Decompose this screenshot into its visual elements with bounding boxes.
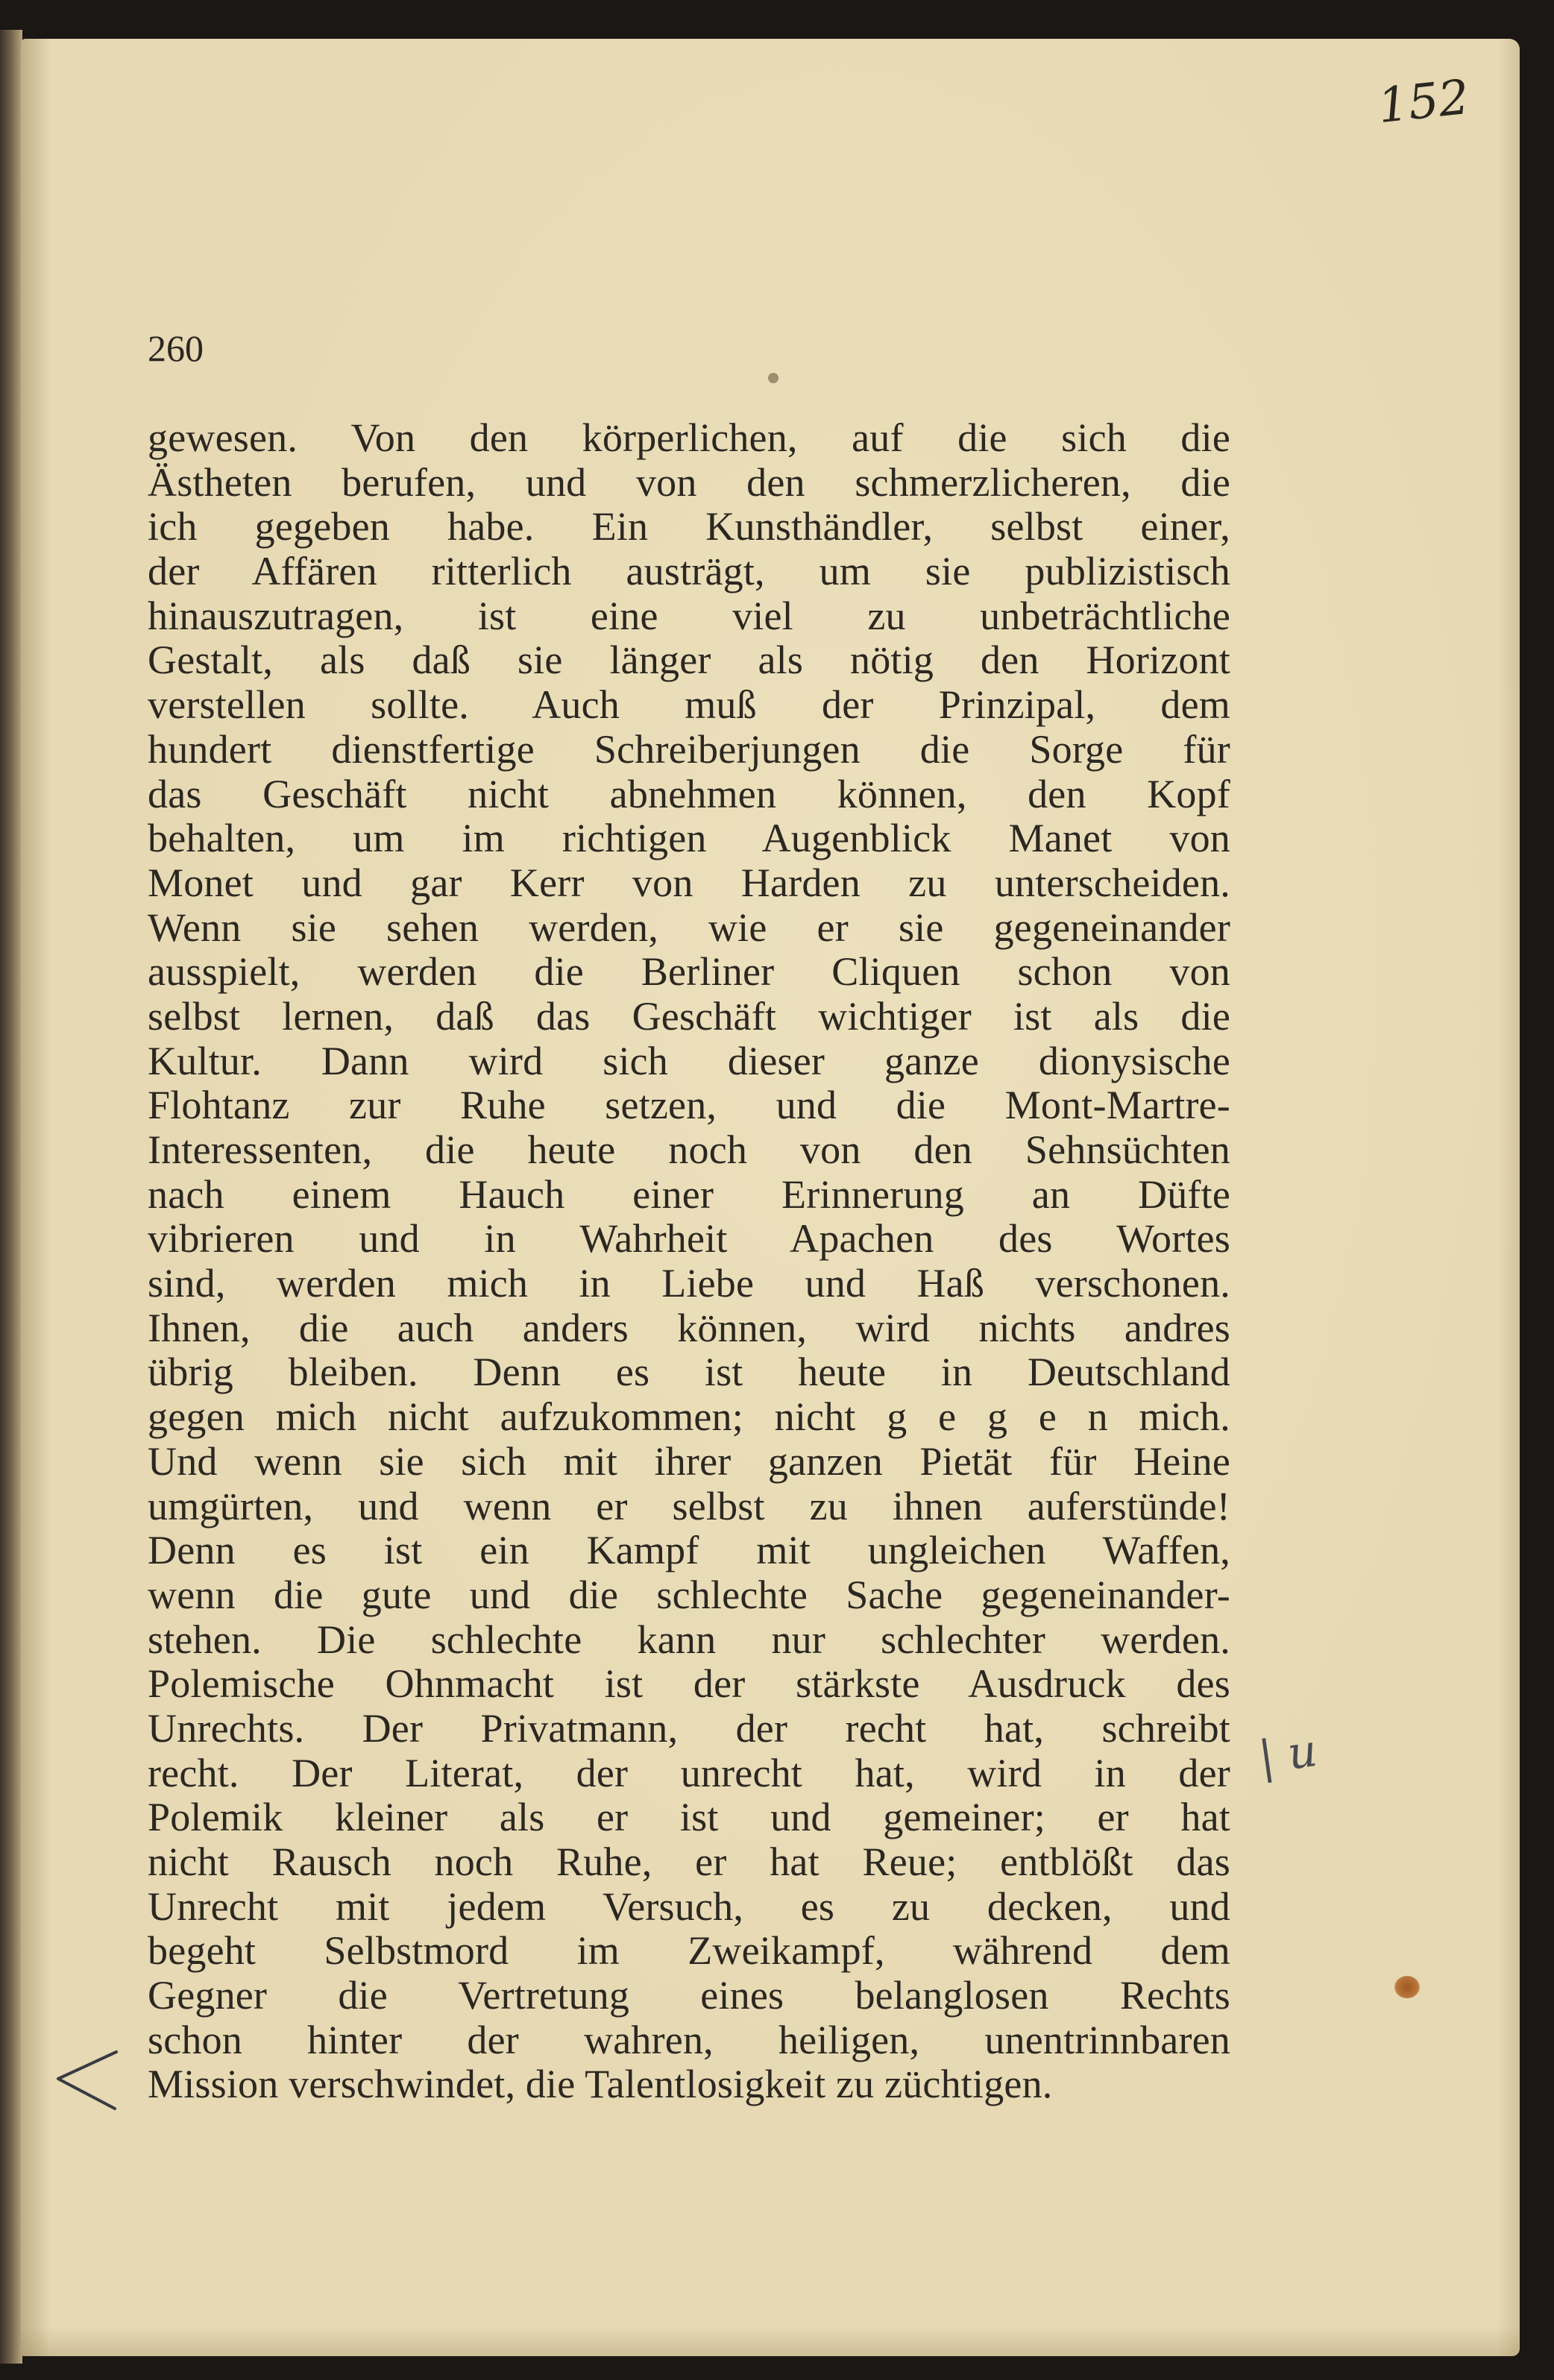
text-line: schon hinter der wahren, heiligen, unentrinnbaren [148,2017,1230,2062]
text-line: Kultur. Dann wird sich dieser ganze dionysische [148,1038,1230,1083]
text-line: selbst lernen, daß das Geschäft wichtiger ist als die [148,993,1230,1039]
text-line: das Geschäft nicht abnehmen können, den Kopf [148,771,1230,816]
text-line: Flohtanz zur Ruhe setzen, und die Mont-Martre- [148,1083,1230,1128]
text-line: stehen. Die schlechte kann nur schlechter werden. [148,1616,1230,1662]
text-line: Ihnen, die auch anders können, wird nichts andres [148,1305,1230,1350]
text-line: umgürten, und wenn er selbst zu ihnen auferstünde! [148,1483,1230,1529]
text-line: sind, werden mich in Liebe und Haß verschonen. [148,1261,1230,1306]
text-line: gegen mich nicht aufzukommen; nicht g e g e n mich. [148,1394,1230,1440]
page-number: 260 [148,327,204,369]
text-line: Wenn sie sehen werden, wie er sie gegeneinander [148,904,1230,950]
text-line: Denn es ist ein Kampf mit ungleichen Waffen, [148,1528,1230,1573]
book-spine-edge [0,30,22,2364]
text-line: der Affären ritterlich austrägt, um sie publizistisch [148,549,1230,594]
body-text [148,416,1230,2107]
text-line: Monet und gar Kerr von Harden zu unterscheiden. [148,860,1230,905]
ink-stain [1394,1976,1420,1998]
text-line: hundert dienstfertige Schreiberjungen die Sorge für [148,726,1230,772]
less-than-arrow-icon [49,2046,124,2113]
text-line: begeht Selbstmord im Zweikampf, während dem [148,1928,1230,1974]
text-line: Gestalt, als daß sie länger als nötig den Horizont [148,638,1230,683]
text-line: Mission verschwindet, die Talentlosigkeit zu züchtigen. [148,2062,1053,2107]
text-line: hinauszutragen, ist eine viel zu unbeträchtliche [148,593,1230,638]
text-line: Unrecht mit jedem Versuch, es zu decken, und [148,1883,1230,1929]
text-line: Ästheten berufen, und von den schmerzlicheren, die [148,459,1230,505]
text-line: ich gegeben habe. Ein Kunsthändler, selbst einer, [148,504,1230,550]
text-line: gewesen. Von den körperlichen, auf die sich die [148,415,1230,460]
text-line: recht. Der Literat, der unrecht hat, wird in der [148,1750,1230,1795]
text-line: nicht Rausch noch Ruhe, er hat Reue; entblößt das [148,1839,1230,1884]
text-line: Polemische Ohnmacht ist der stärkste Ausdruck des [148,1661,1230,1707]
text-line: behalten, um im richtigen Augenblick Manet von [148,816,1230,861]
pencil-margin-note: | u [1255,1724,1321,1785]
handwritten-folio-number: 152 [1375,69,1472,135]
text-line: Und wenn sie sich mit ihrer ganzen Pietät für Heine [148,1438,1230,1484]
text-line: Gegner die Vertretung eines belanglosen Rechts [148,1973,1230,2018]
text-line: Unrechts. Der Privatmann, der recht hat, schreibt [148,1705,1230,1751]
text-line: nach einem Hauch einer Erinnerung an Düfte [148,1171,1230,1217]
text-line: wenn die gute und die schlechte Sache gegeneinander- [148,1572,1230,1617]
text-line: Polemik kleiner als er ist und gemeiner; er hat [148,1795,1230,1840]
text-line: vibrieren und in Wahrheit Apachen des Wortes [148,1216,1230,1262]
text-line: verstellen sollte. Auch muß der Prinzipal, dem [148,682,1230,728]
ink-dot [768,373,778,383]
text-line: Interessenten, die heute noch von den Sehnsüchten [148,1127,1230,1172]
text-line: ausspielt, werden die Berliner Cliquen schon von [148,949,1230,995]
text-line: übrig bleiben. Denn es ist heute in Deutschland [148,1350,1230,1395]
